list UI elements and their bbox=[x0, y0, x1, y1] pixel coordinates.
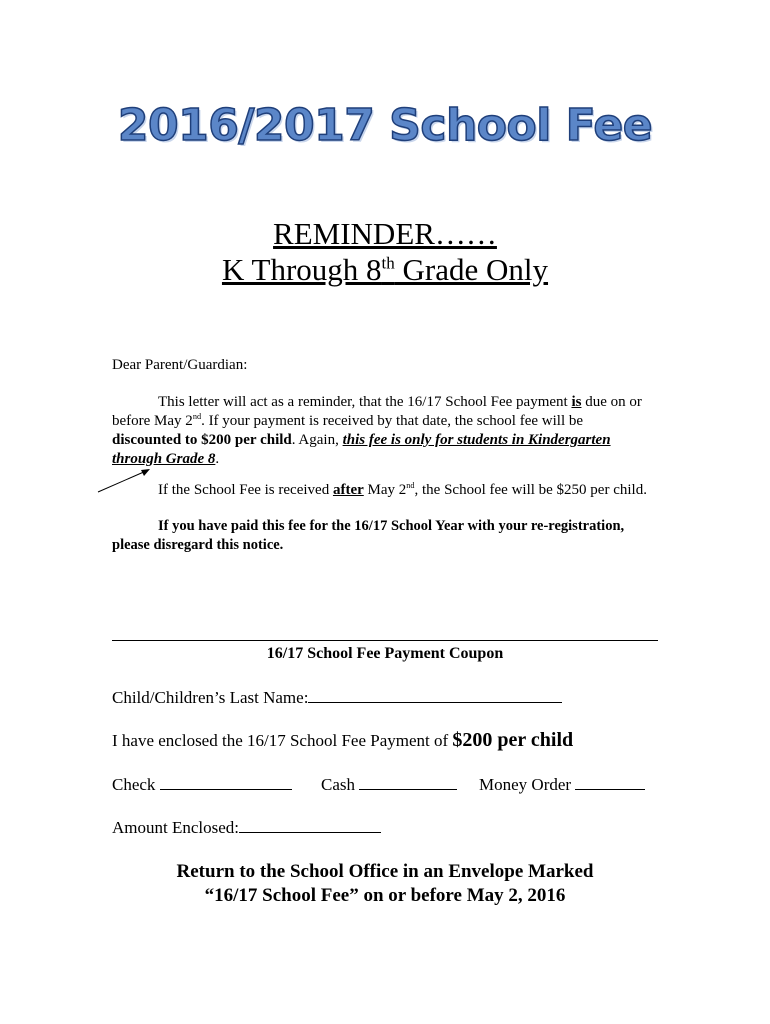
p1-emphasis: this fee is only for students in Kindergarten through Grade 8 bbox=[112, 432, 611, 467]
last-name-field bbox=[112, 686, 562, 708]
p2-text-3: , the School fee will be $250 per child. bbox=[414, 482, 647, 498]
amount-enclosed-field bbox=[112, 816, 381, 838]
p2-text-1: If the School Fee is received bbox=[158, 482, 333, 498]
coupon-title: 16/17 School Fee Payment Coupon bbox=[266, 645, 504, 662]
money-order-blank[interactable] bbox=[575, 773, 645, 790]
p2-after: after bbox=[332, 482, 364, 498]
paragraph-disregard: If you have paid this fee for the 16/17 School Year with your re-registration, please disregard this notice. bbox=[112, 518, 625, 553]
reminder-heading bbox=[0, 216, 770, 252]
cash-label: Cash bbox=[321, 775, 355, 794]
p1-text-1: This letter will act as a reminder, that the 16/17 School Fee payment bbox=[158, 394, 572, 410]
cash-blank[interactable] bbox=[359, 773, 457, 790]
greeting: Dear Parent/Guardian: bbox=[112, 357, 248, 373]
p1-sup: nd bbox=[192, 412, 202, 421]
p2-sup: nd bbox=[406, 481, 415, 490]
closing-line-2: “16/17 School Fee” on or before May 2, 2016 bbox=[204, 885, 566, 906]
money-order-field bbox=[479, 773, 645, 795]
banner-title: 2016/2017 School Fee bbox=[117, 100, 653, 151]
grade-line-pre: K Through 8 bbox=[221, 252, 382, 287]
p2-text-2: May 2 bbox=[363, 482, 407, 498]
grade-heading bbox=[0, 252, 770, 288]
check-field bbox=[112, 773, 292, 795]
p1-discount: discounted to $200 per child bbox=[112, 432, 292, 448]
p1-text-3: . If your payment is received by that date, the school fee will be bbox=[201, 413, 584, 429]
amount-enclosed-blank[interactable] bbox=[239, 816, 381, 833]
p1-text-4: . Again, bbox=[291, 432, 343, 448]
p1-text-2: due on or before May 2 bbox=[112, 394, 642, 429]
grade-line bbox=[222, 252, 548, 287]
check-blank[interactable] bbox=[160, 773, 292, 790]
amount-enclosed-label: Amount Enclosed: bbox=[112, 818, 240, 837]
arrow-icon bbox=[94, 466, 154, 496]
last-name-blank[interactable] bbox=[308, 686, 562, 703]
cash-field bbox=[321, 773, 457, 795]
paragraph-late-fee bbox=[158, 481, 658, 500]
divider bbox=[112, 640, 658, 641]
enclosed-statement bbox=[112, 729, 573, 752]
p1-text-5: . bbox=[215, 451, 220, 467]
last-name-label: Child/Children’s Last Name: bbox=[112, 688, 309, 707]
grade-line-post: Grade Only bbox=[394, 252, 549, 287]
p1-is: is bbox=[571, 394, 582, 410]
closing-line-1: Return to the School Office in an Envelope Marked bbox=[176, 861, 594, 882]
reminder-line: REMINDER…… bbox=[273, 216, 497, 251]
grade-line-sup: th bbox=[381, 253, 395, 273]
check-label: Check bbox=[112, 775, 156, 794]
paragraph-reminder bbox=[112, 393, 652, 469]
enclosed-label: I have enclosed the 16/17 School Fee Payment of bbox=[112, 731, 453, 750]
enclosed-amount: $200 per child bbox=[452, 729, 574, 751]
money-order-label: Money Order bbox=[479, 775, 572, 794]
